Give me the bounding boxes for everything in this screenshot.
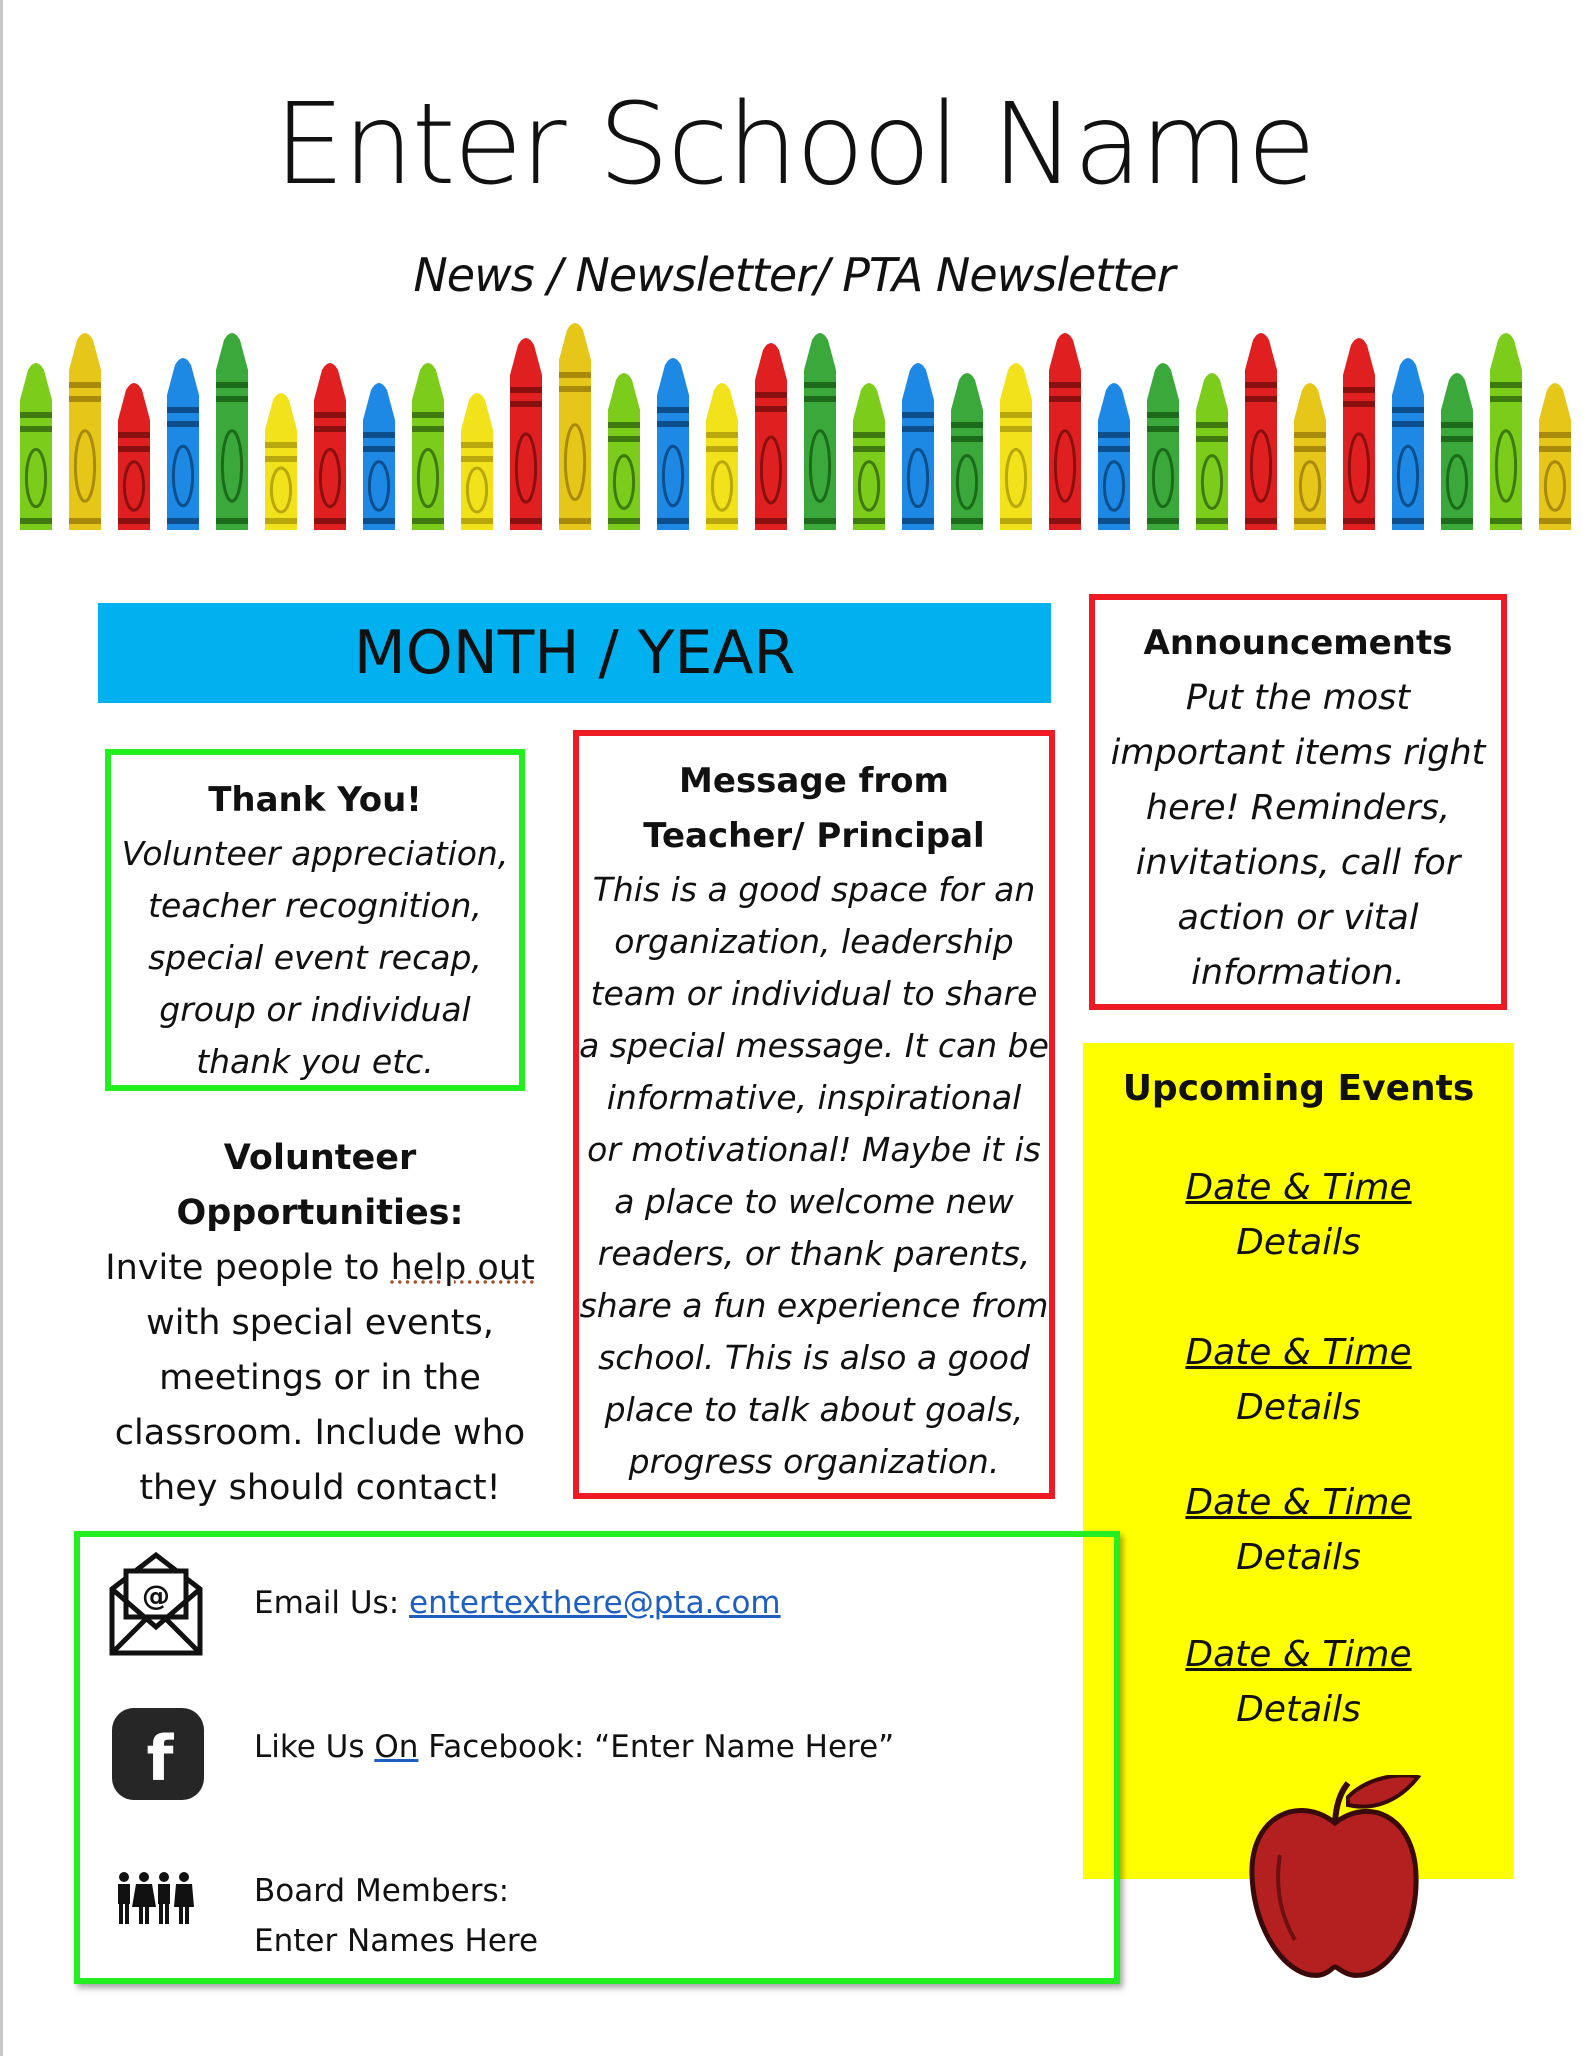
crayon: [69, 333, 101, 530]
crayon: [1441, 373, 1473, 530]
crayon: [1392, 358, 1424, 530]
facebook-on-text: On: [374, 1729, 419, 1765]
volunteer-line: meetings or in the: [159, 1358, 481, 1398]
crayon: [1147, 363, 1179, 530]
message-line: place to talk about goals,: [604, 1390, 1024, 1429]
announcements-line: action or vital: [1177, 898, 1419, 938]
announcements-line: invitations, call for: [1135, 843, 1461, 883]
message-line: organization, leadership: [614, 922, 1014, 961]
school-name: Enter School Name: [273, 80, 1315, 210]
announcements-line: important items right: [1110, 733, 1486, 773]
crayon: [657, 358, 689, 530]
volunteer-line: with special events,: [146, 1303, 494, 1343]
email-label: Email Us:: [254, 1585, 409, 1621]
thank-you-line: thank you etc.: [196, 1042, 434, 1081]
board-names: Enter Names Here: [254, 1923, 539, 1959]
crayon: [1490, 333, 1522, 530]
event-date[interactable]: Date & Time: [1185, 1634, 1412, 1675]
thank-you-line: group or individual: [159, 990, 471, 1029]
crayon: [265, 393, 297, 530]
event-date[interactable]: Date & Time: [1185, 1482, 1412, 1523]
board-label: Board Members:: [254, 1873, 510, 1909]
event-item: [1083, 1475, 1514, 1585]
message-line: informative, inspirational: [606, 1078, 1022, 1117]
announcements-title: Announcements: [1143, 623, 1453, 663]
crayon: [804, 333, 836, 530]
crayon: [1539, 383, 1571, 530]
svg-text:@: @: [142, 1579, 170, 1612]
facebook-text: [254, 1729, 894, 1765]
announcements-line: information.: [1191, 953, 1405, 993]
crayon: [1245, 333, 1277, 530]
crayon: [510, 338, 542, 530]
crayon: [314, 363, 346, 530]
volunteer-title: Volunteer Opportunities:: [176, 1138, 464, 1233]
crayon: [608, 373, 640, 530]
crayon: [853, 383, 885, 530]
message-line: This is a good space for an: [592, 870, 1036, 909]
thank-you-title: Thank You!: [208, 780, 422, 820]
facebook-icon[interactable]: [112, 1708, 204, 1800]
event-date[interactable]: Date & Time: [1185, 1332, 1412, 1373]
message-line: or motivational! Maybe it is: [587, 1130, 1041, 1169]
crayon: [1049, 333, 1081, 530]
crayon: [412, 363, 444, 530]
crayon: [20, 363, 52, 530]
announcements-line: Put the most: [1185, 678, 1411, 718]
newsletter-subtitle: News / Newsletter/ PTA Newsletter: [413, 248, 1175, 302]
volunteer-text: Invite people to: [105, 1248, 391, 1288]
page-edge: [0, 0, 3, 2056]
announcements-box: [1089, 594, 1507, 1010]
email-envelope-icon: [106, 1549, 206, 1659]
people-group-icon: [114, 1871, 194, 1925]
volunteer-section: [80, 1131, 560, 1516]
thank-you-line: Volunteer appreciation,: [121, 834, 509, 873]
apple-icon: [1240, 1775, 1430, 1985]
thank-you-box: [105, 749, 525, 1091]
message-line: school. This is also a good: [598, 1338, 1030, 1377]
crayon: [755, 343, 787, 530]
event-item: [1083, 1160, 1514, 1270]
crayon: [363, 383, 395, 530]
event-details: Details: [1236, 1689, 1361, 1730]
crayon: [1000, 363, 1032, 530]
volunteer-line: classroom. Include who: [114, 1413, 526, 1453]
crayons-banner: [20, 320, 1588, 530]
crayon: [1294, 383, 1326, 530]
crayon: [1098, 383, 1130, 530]
message-title-line2: Teacher/ Principal: [643, 816, 985, 856]
volunteer-line: [80, 1241, 560, 1296]
announcements-line: here! Reminders,: [1145, 788, 1451, 828]
svg-text:f: f: [146, 1722, 174, 1795]
contact-box: [74, 1531, 1120, 1984]
crayon: [216, 333, 248, 530]
message-title-line1: Message from: [679, 761, 949, 801]
event-date[interactable]: Date & Time: [1185, 1167, 1412, 1208]
crayon: [1343, 338, 1375, 530]
crayon: [706, 383, 738, 530]
thank-you-line: special event recap,: [148, 938, 482, 977]
message-line: a place to welcome new: [614, 1182, 1014, 1221]
event-details: Details: [1236, 1222, 1361, 1263]
facebook-text-c: Facebook: “Enter Name Here”: [418, 1729, 895, 1765]
crayon: [951, 373, 983, 530]
email-link[interactable]: entertexthere@pta.com: [409, 1585, 781, 1621]
help-out-text: help out: [390, 1248, 535, 1288]
crayon: [559, 323, 591, 530]
facebook-text-a: Like Us: [254, 1729, 375, 1765]
event-item: [1083, 1627, 1514, 1737]
thank-you-line: teacher recognition,: [148, 886, 482, 925]
event-details: Details: [1236, 1537, 1361, 1578]
month-year-label: MONTH / YEAR: [353, 618, 796, 688]
message-line: share a fun experience from: [579, 1286, 1049, 1325]
upcoming-events-box: [1083, 1043, 1514, 1879]
message-box: [573, 730, 1055, 1499]
crayon: [461, 393, 493, 530]
volunteer-line: they should contact!: [139, 1468, 501, 1508]
crayon: [118, 383, 150, 530]
month-year-bar: [98, 603, 1051, 703]
crayon: [1196, 373, 1228, 530]
event-details: Details: [1236, 1387, 1361, 1428]
events-title: Upcoming Events: [1122, 1068, 1475, 1109]
message-line: readers, or thank parents,: [597, 1234, 1031, 1273]
crayon: [902, 363, 934, 530]
crayon: [167, 358, 199, 530]
event-item: [1083, 1325, 1514, 1435]
message-line: team or individual to share: [590, 974, 1038, 1013]
message-line: progress organization.: [628, 1442, 1000, 1481]
message-line: a special message. It can be: [579, 1026, 1049, 1065]
email-text: [254, 1585, 781, 1621]
